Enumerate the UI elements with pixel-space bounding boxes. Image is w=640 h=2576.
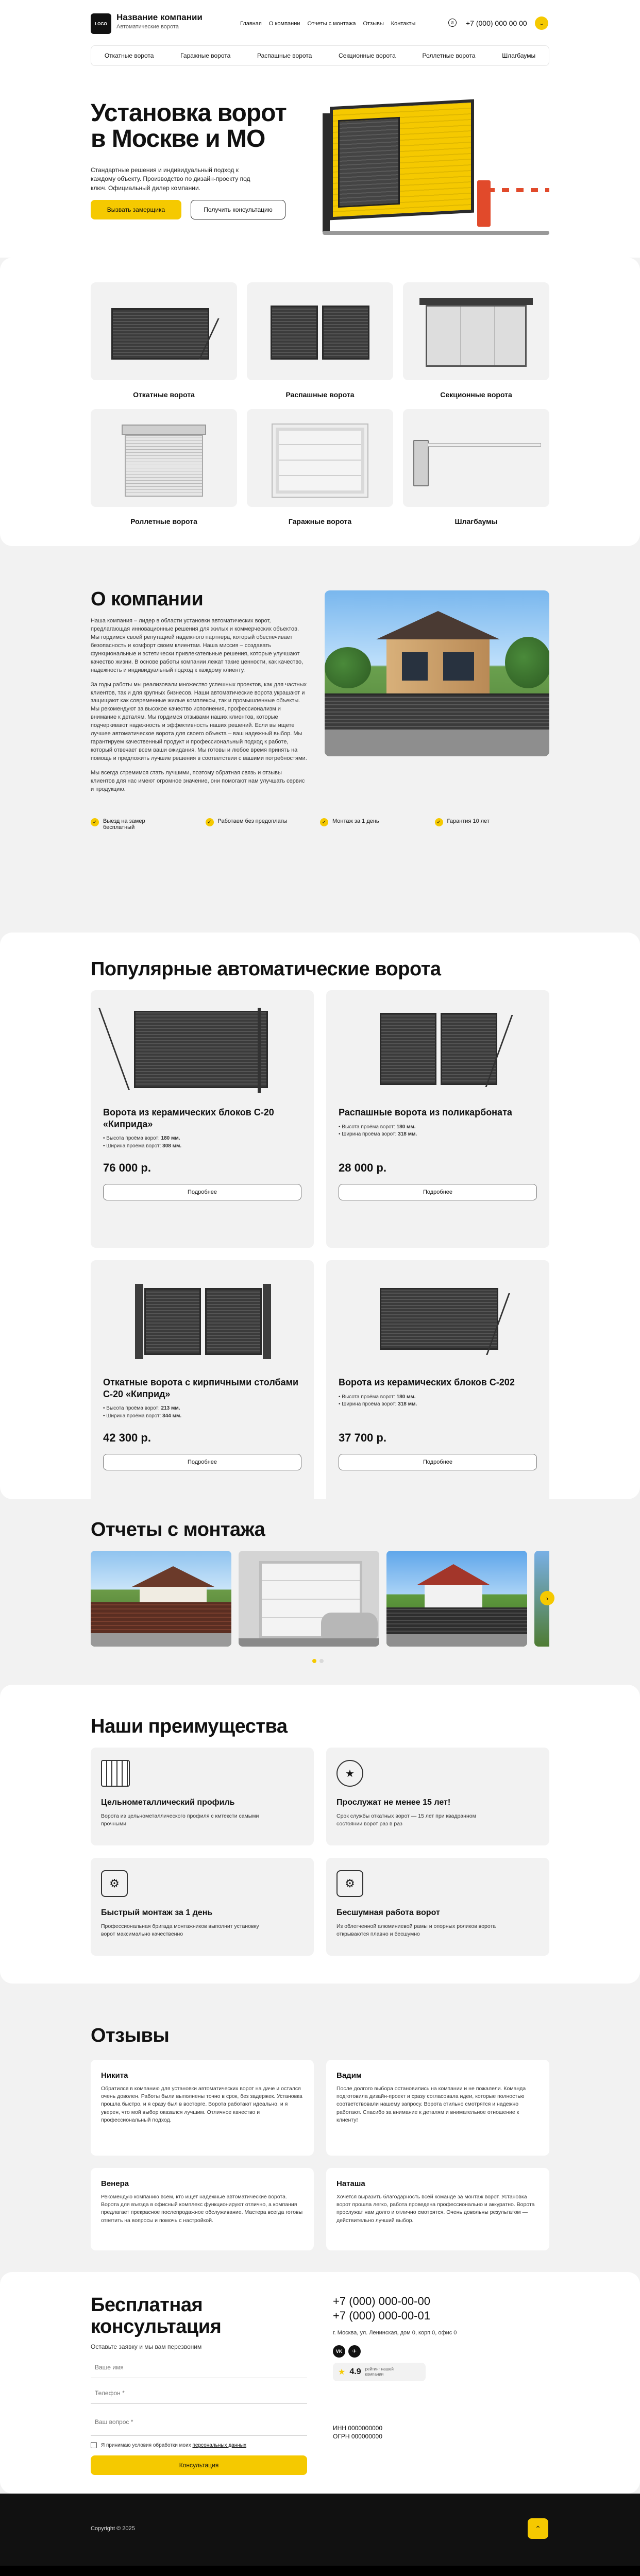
check-icon: ✓ — [320, 818, 328, 826]
privacy-link[interactable]: персональных данных — [192, 2442, 246, 2448]
reports-title: Отчеты с монтажа — [91, 1519, 265, 1540]
scroll-top-button[interactable]: ⌃ — [528, 2518, 548, 2539]
advantage-title: Бесшумная работа ворот — [336, 1908, 440, 1917]
report-photo-1[interactable] — [91, 1551, 231, 1647]
product-card — [326, 1260, 549, 1499]
product-image — [339, 1273, 537, 1365]
footer-copyright: Copyright © 2025 — [91, 2526, 135, 2532]
product-price: 42 300 р. — [103, 1431, 151, 1444]
reviews-title: Отзывы — [91, 2025, 170, 2046]
review-text: Обратился в компанию для установки автоматических ворот на даче и остался очень доволен. Работы были выполнены точно в срок, без задержек. Установка прошла быстро, и я сразу был в восторге. Ворота работают идеально, и я уверен, что мой выбор оказался лучшим. Отличное качество и профессиональный подход. — [101, 2086, 302, 2123]
about-section — [0, 546, 640, 933]
review-text: Рекомендую компанию всем, кто ищет надежные автоматические ворота. Ворота для въезда в офисный комплекс функционируют отлично, а компания предлагает прекрасное послепродажное обслуживание. Мастера всегда готовы ответить на вопросы и помочь с настройкой. — [101, 2194, 303, 2224]
hero-title-line2: в Москве и МО — [91, 125, 265, 153]
metal-profile-icon — [101, 1760, 130, 1787]
advantages-section — [0, 1685, 640, 1984]
popular-section — [0, 933, 640, 1499]
product-spec-width: • Ширина проёма ворот: 318 мм. — [339, 1131, 417, 1137]
product-details-button[interactable]: Подробнее — [339, 1184, 537, 1200]
carousel-dot[interactable] — [319, 1659, 324, 1663]
review-author: Венера — [101, 2179, 129, 2188]
popular-title: Популярные автоматические ворота — [91, 958, 441, 980]
category-image-swing — [247, 282, 393, 380]
check-icon: ✓ — [435, 818, 443, 826]
review-text: Хочется выразить благодарность всей команде за монтаж ворот. Установка ворот прошла легко, работа проведена профессионально и аккуратно. Ворота прослужат нам долго и отлично смотрятся. Очень довольны результатом — действительно лучший выбор. — [336, 2194, 535, 2224]
nav-contacts[interactable]: Контакты — [391, 21, 416, 27]
product-details-button[interactable]: Подробнее — [103, 1184, 301, 1200]
category-nav — [91, 45, 549, 66]
rating-label: рейтинг нашей компании — [365, 2367, 394, 2377]
catnav-sectional[interactable]: Секционные ворота — [339, 52, 396, 59]
nav-reviews[interactable]: Отзывы — [363, 21, 384, 27]
carousel-next-button[interactable]: › — [540, 1591, 554, 1605]
category-card-swing[interactable] — [247, 282, 393, 399]
contact-phone-2[interactable]: +7 (000) 000-00-01 — [333, 2309, 430, 2322]
category-card-barriers[interactable] — [403, 409, 549, 526]
advantage-card — [326, 1858, 549, 1956]
categories-section — [0, 258, 640, 546]
reports-carousel — [91, 1551, 549, 1649]
advantage-title: Быстрый монтаж за 1 день — [101, 1908, 213, 1917]
product-price: 37 700 р. — [339, 1431, 386, 1444]
phone-input[interactable] — [91, 2382, 307, 2404]
advantage-card — [91, 1858, 314, 1956]
whatsapp-icon[interactable]: ✆ — [448, 19, 457, 27]
rating-value: 4.9 — [349, 2367, 361, 2376]
product-spec-height: • Высота проёма ворот: 180 мм. — [339, 1124, 416, 1130]
award-medal-icon: ★ — [336, 1760, 363, 1787]
nav-home[interactable]: Главная — [240, 21, 262, 27]
category-image-sectional — [403, 282, 549, 380]
product-card — [91, 990, 314, 1248]
about-paragraph-1: Наша компания – лидер в области установки автоматических ворот, предлагающая инновационные решения для жилых и коммерческих объектов. Мы гордимся своей репутацией надежного партнера, который обеспечивает безопасность и комфорт своим клиентам. Наша миссия – создавать функциональные и эстетически привлекательные решения, которые улучшают качество жизни. В основе работы компании лежат такие ценности, как качество, надежность и индивидуальный подход к каждому клиенту. — [91, 618, 304, 673]
advantage-text: Ворота из цельнометаллического профиля с кмтексти самыми прочными — [101, 1813, 259, 1827]
category-label-roller: Роллетные ворота — [130, 517, 197, 526]
product-spec-height: • Высота проёма ворот: 180 мм. — [103, 1136, 180, 1141]
hero-gate-image — [307, 72, 549, 247]
site-header — [0, 0, 640, 72]
category-card-sliding[interactable] — [91, 282, 237, 399]
consent-row — [91, 2442, 307, 2448]
carousel-dot-active[interactable] — [312, 1659, 316, 1663]
advantage-text: Профессиональная бригада монтажников выполнит установку ворот максимально качественно — [101, 1923, 259, 1938]
advantages-title: Наши преимущества — [91, 1716, 288, 1737]
carousel-dots — [312, 1659, 324, 1663]
about-paragraph-3: Мы всегда стремимся стать лучшими, поэтому обратная связь и отзывы клиентов для нас имеют огромное значение, они помогают нам улучшать сервис и продукцию. — [91, 769, 305, 792]
product-image — [103, 1273, 301, 1365]
product-card — [326, 990, 549, 1248]
advantage-card — [326, 1748, 549, 1845]
category-label-swing: Распашные ворота — [285, 391, 355, 399]
catnav-sliding[interactable]: Откатные ворота — [104, 52, 154, 59]
about-features — [91, 818, 549, 831]
review-text: После долгого выбора остановились на компании и не пожалели. Команда подготовила дизайн-проект и сразу согласовала идеи, которые полностью соответствовали нашему запросу. Ворота стильно смотрятся и надежно работают. Спасибо за внимание к деталям и внимательное отношение к клиенту! — [336, 2086, 526, 2123]
review-card — [326, 2168, 549, 2250]
product-name: Ворота из керамических блоков С-202 — [339, 1377, 515, 1387]
consent-text: Я принимаю условия обработки моих персональных данных — [101, 2442, 246, 2448]
feature-one-day: ✓ Монтаж за 1 день — [320, 818, 435, 831]
hero — [0, 72, 640, 258]
advantage-text: Срок службы откатных ворот — 15 лет при квадранном состоянии ворот раз в раз — [336, 1813, 476, 1827]
company-ogrn: ОГРН 000000000 — [333, 2433, 382, 2440]
category-image-barriers — [403, 409, 549, 507]
category-label-sliding: Откатные ворота — [133, 391, 195, 399]
about-house-image — [325, 590, 549, 756]
feature-free-measure: ✓ Выезд на замер бесплатный — [91, 818, 206, 831]
company-name: Название компании — [116, 12, 203, 22]
hero-text: Стандартные решения и индивидуальный подход к каждому объекту. Производство по дизайн-проекту под ключ. Официальный дилер компании. — [91, 166, 250, 192]
hero-title-line1: Установка ворот — [91, 99, 287, 127]
nav-reports[interactable]: Отчеты с монтажа — [307, 21, 356, 27]
nav-about[interactable]: О компании — [268, 21, 300, 27]
advantage-title: Цельнометаллический профиль — [101, 1798, 235, 1807]
review-author: Никита — [101, 2071, 128, 2080]
report-photo-2[interactable] — [239, 1551, 379, 1647]
header-phone[interactable]: +7 (000) 000 00 00 — [466, 19, 527, 27]
vk-icon[interactable]: VK — [333, 2345, 345, 2358]
main-nav — [240, 21, 415, 27]
question-input[interactable] — [91, 2408, 307, 2436]
feature-warranty: ✓ Гарантия 10 лет — [435, 818, 550, 831]
product-card — [91, 1260, 314, 1499]
contact-phone-1[interactable]: +7 (000) 000-00-00 — [333, 2295, 430, 2308]
consult-form — [91, 2357, 307, 2475]
site-footer — [0, 2494, 640, 2576]
catnav-roller[interactable]: Роллетные ворота — [422, 52, 476, 59]
product-price: 28 000 р. — [339, 1161, 386, 1174]
category-label-sectional: Секционные ворота — [440, 391, 512, 399]
product-spec-width: • Ширина проёма ворот: 344 мм. — [103, 1413, 182, 1419]
review-card — [91, 2060, 314, 2156]
name-input[interactable] — [91, 2357, 307, 2378]
catnav-barriers[interactable]: Шлагбаумы — [502, 52, 536, 59]
consent-checkbox[interactable] — [91, 2442, 97, 2448]
phone-callback-icon[interactable]: ⌄ — [535, 16, 548, 30]
review-card — [91, 2168, 314, 2250]
logo[interactable]: LOGO — [91, 13, 111, 34]
catnav-swing[interactable]: Распашные ворота — [257, 52, 312, 59]
silent-operation-icon: ⚙ — [336, 1870, 363, 1897]
category-image-roller — [91, 409, 237, 507]
star-icon: ★ — [338, 2368, 346, 2377]
catnav-garage[interactable]: Гаражные ворота — [180, 52, 231, 59]
category-image-sliding — [91, 282, 237, 380]
rating-badge[interactable] — [333, 2363, 426, 2381]
about-paragraph-2: За годы работы мы реализовали множество успешных проектов, как для частных клиентов, так и для крупных бизнесов. Наши автоматические ворота украшают и защищают как современные жилые комплексы, так и промышленные объекты. Мы рекомендуют за высокое качество исполнения, профессионализм и внимание к деталям. Мы гордимся отзывами наших клиентов, которые подчеркивают надежность и эффективность наших решений. Если вы ищете лучшее автоматическое ворота для своего объекта – ваш надежный выбор. Мы гарантируем качественный продукт и профессиональный подход к работе, который отвечает всем ваши ожидания. Мы готовы и любое время принять на помощь и предложить лучшие решения в соответствии с вашими потребностями. — [91, 681, 307, 761]
measure-button[interactable]: Вызвать замерщика — [91, 200, 181, 219]
product-spec-height: • Высота проёма ворот: 180 мм. — [339, 1394, 416, 1400]
report-photo-3[interactable] — [386, 1551, 527, 1647]
product-image — [339, 1003, 537, 1095]
review-card — [326, 2060, 549, 2156]
product-spec-width: • Ширина проёма ворот: 318 мм. — [339, 1401, 417, 1407]
contact-address: г. Москва, ул. Ленинская, дом 0, корп 0, офис 0 — [333, 2330, 457, 2336]
product-name: Откатные ворота с кирпичными столбами С-20 «Киприд» — [103, 1377, 299, 1399]
category-label-garage: Гаражные ворота — [288, 517, 352, 526]
company-inn: ИНН 0000000000 — [333, 2425, 383, 2432]
advantage-card — [91, 1748, 314, 1845]
product-image — [103, 1003, 301, 1095]
product-details-button[interactable]: Подробнее — [339, 1454, 537, 1470]
consult-submit-button[interactable]: Консультация — [91, 2455, 307, 2475]
reports-section — [0, 1499, 640, 1685]
hero-title — [91, 100, 287, 152]
check-icon: ✓ — [91, 818, 99, 826]
product-details-button[interactable]: Подробнее — [103, 1454, 301, 1470]
messenger-icon[interactable]: ✈ — [348, 2345, 361, 2358]
category-label-barriers: Шлагбаумы — [454, 517, 498, 526]
product-name: Ворота из керамических блоков С-20 «Киприда» — [103, 1107, 274, 1129]
reviews-section — [0, 1984, 640, 2272]
category-card-roller[interactable] — [91, 409, 237, 526]
review-author: Вадим — [336, 2071, 362, 2080]
review-author: Наташа — [336, 2179, 365, 2188]
category-card-sectional[interactable] — [403, 282, 549, 399]
company-subtitle: Автоматические ворота — [116, 24, 179, 30]
product-spec-width: • Ширина проёма ворот: 308 мм. — [103, 1143, 182, 1149]
consult-title: Бесплатная консультация — [91, 2294, 222, 2337]
product-name: Распашные ворота из поликарбоната — [339, 1107, 512, 1117]
fast-install-icon: ⚙ — [101, 1870, 128, 1897]
advantage-text: Из облегченной алюминиевой рамы и опорных роликов ворота открываются плавно и бесшумно — [336, 1923, 496, 1938]
category-card-garage[interactable] — [247, 409, 393, 526]
feature-no-prepay: ✓ Работаем без предоплаты — [206, 818, 321, 831]
product-price: 76 000 р. — [103, 1161, 151, 1174]
category-image-garage — [247, 409, 393, 507]
check-icon: ✓ — [206, 818, 214, 826]
about-title: О компании — [91, 588, 204, 610]
consult-subtitle: Оставьте заявку и мы вам перезвоним — [91, 2343, 202, 2350]
product-spec-height: • Высота проёма ворот: 213 мм. — [103, 1405, 180, 1411]
consult-section — [0, 2272, 640, 2494]
consult-button[interactable]: Получить консультацию — [191, 200, 285, 219]
advantage-title: Прослужат не менее 15 лет! — [336, 1798, 451, 1807]
